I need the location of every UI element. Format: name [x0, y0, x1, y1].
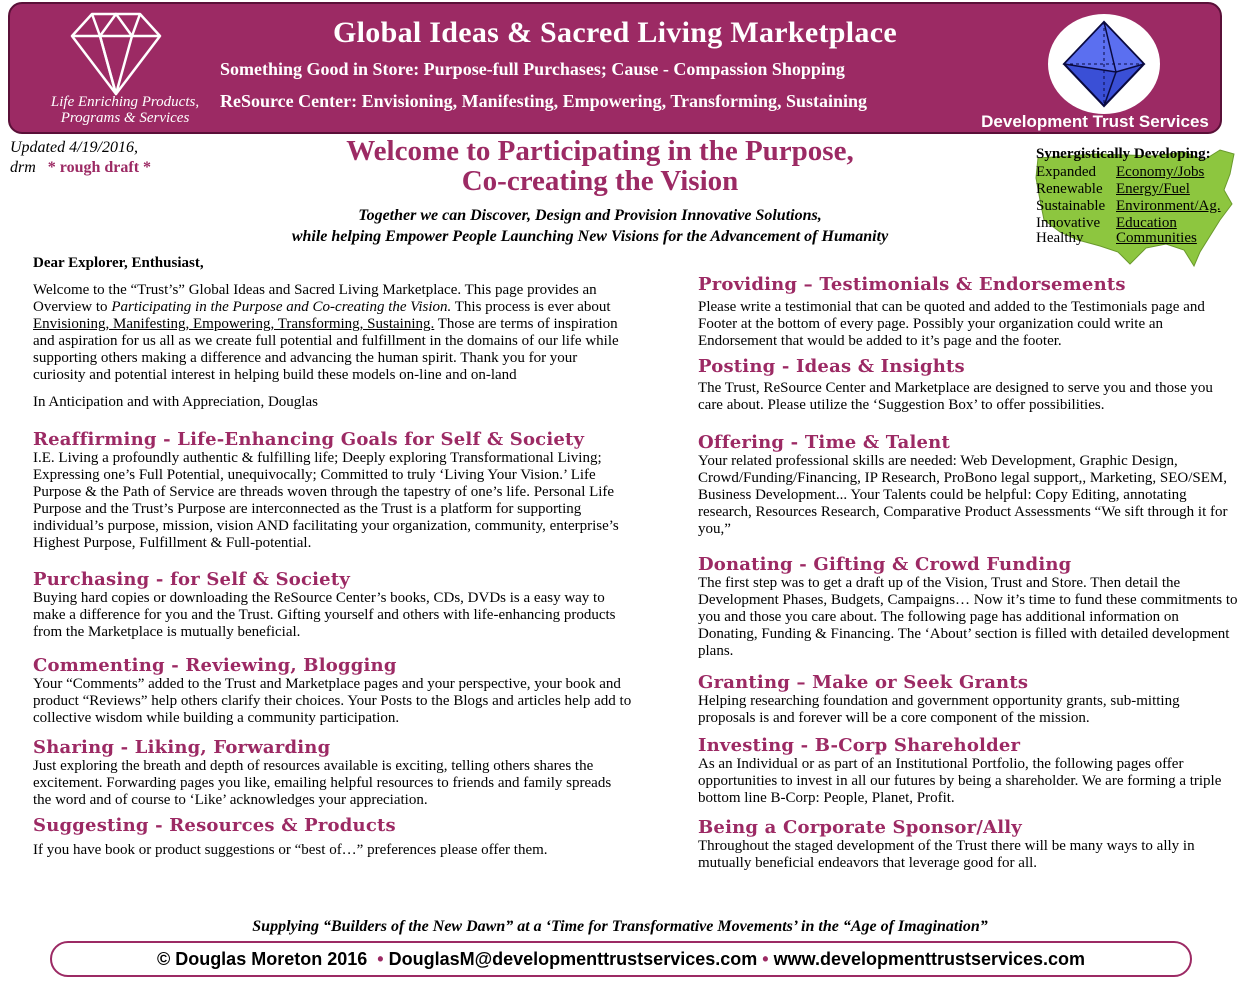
intro-paragraph: Welcome to the “Trust’s” Global Ideas and Sacred Living Marketplace. This page provides an Overview to Participating in the Purpose and Co-creating the Vision. This process is ever about Envisioning, Manifesting, Empowering, Transforming, Sustaining. Those are terms of inspiration and aspiration for us all as we create full potential and fulfillment in the domains of our life while supporting others making a difference and advancing the human spirit. Thank you for your curiosity and potential interest in helping build these models on-line and on-land [33, 282, 619, 383]
draft-label: * rough draft * [47, 159, 152, 176]
section-body: The first step was to get a draft up of the Vision, Trust and Store. Then detail the Development Phases, Budgets, Campaigns… Now it’s time to fund these commitments to you and those you care about. The following page has additional information on Donating, Funding & Financing. The ‘About’ section is filled with detailed development plans. [698, 575, 1238, 659]
section-heading: Being a Corporate Sponsor/Ally [698, 817, 1022, 838]
header-subtitle-resource: ReSource Center: Envisioning, Manifesting, Empowering, Transforming, Sustaining [220, 91, 868, 111]
section-body: If you have book or product suggestions or “best of…” preferences please offer them. [33, 842, 548, 858]
section-heading: Providing – Testimonials & Endorsements [698, 274, 1126, 295]
synergy-row: Healthy Communities [1036, 230, 1197, 246]
section-heading: Granting – Make or Seek Grants [698, 672, 1029, 693]
section-heading: Posting - Ideas & Insights [698, 356, 965, 377]
section-heading: Offering - Time & Talent [698, 432, 950, 453]
page-title: Welcome to Participating in the Purpose, Co-creating the Vision [346, 135, 854, 197]
section-heading: Suggesting - Resources & Products [33, 815, 396, 836]
header-banner [8, 2, 1222, 134]
left-column [33, 255, 633, 859]
mission-statement: Together we can Discover, Design and Provision Innovative Solutions, while helping Empower People Launching New Visions for the Advancement of Humanity [291, 207, 889, 245]
synergy-title: Synergistically Developing: [1036, 146, 1211, 162]
octahedron-logo [1048, 14, 1160, 114]
synergy-map [1034, 140, 1238, 272]
separator: • [762, 949, 769, 969]
org-name: Development Trust Services [981, 112, 1209, 131]
section-body: Your “Comments” added to the Trust and Marketplace pages and your perspective, your book and product “Reviews” help others clarify their choices. Your Posts to the Blogs and articles help add to collective wisdom while building a community participation. [33, 676, 632, 726]
site-title: Global Ideas & Sacred Living Marketplace [333, 16, 897, 49]
section-heading: Sharing - Liking, Forwarding [33, 737, 331, 758]
section-body: As an Individual or as part of an Institutional Portfolio, the following pages offer opportunities to invest in all our futures by being a shareholder. We are forming a triple bottom line B-Corp: People, Planet, Profit. [698, 756, 1222, 806]
right-column [698, 274, 1238, 872]
separator: • [377, 949, 384, 969]
synergy-row: Innovative Education [1036, 215, 1177, 231]
section-heading: Commenting - Reviewing, Blogging [33, 655, 397, 676]
section-heading: Donating - Gifting & Crowd Funding [698, 554, 1072, 575]
section-body: The Trust, ReSource Center and Marketplace are designed to serve you and those you care about. Please utilize the ‘Suggestion Box’ to offer possibilities. [698, 380, 1213, 413]
synergy-row: Sustainable Environment/Ag. [1036, 198, 1221, 214]
footer-tagline: Supplying “Builders of the New Dawn” at a ‘Time for Transformative Movements’ in the “Age of Imagination” [252, 918, 988, 935]
diamond-icon [70, 10, 162, 96]
signoff: In Anticipation and with Appreciation, Douglas [33, 394, 318, 410]
section-body: Just exploring the breath and depth of resources available is exciting, telling others shares the excitement. Forwarding pages you like, emailing helpful resources to friends and family spreads the word and of course to ‘Like’ acknowledges your appreciation. [33, 758, 612, 808]
section-body: I.E. Living a profoundly authentic & fulfilling life; Deeply exploring Transformational Living; Expressing one’s Full Potential, unequivocally; Committed to truly ‘Living Your Vision.’ Life Purpose & the Path of Service are threads woven through the tapestry of one’s life. Personal Life Purpose and the Trust’s Purpose are interconnected as the Trust is a platform for supporting individual’s purpose, mission, vision AND facilitating your organization, community, enterprise’s Highest Purpose, Fulfillment & Full-potential. [33, 450, 619, 551]
footer-email-link[interactable]: DouglasM@developmenttrustservices.com [388, 949, 758, 969]
section-body: Throughout the staged development of the Trust there will be many ways to ally in mutually beneficial endeavors that leverage good for all. [698, 838, 1195, 871]
octahedron-icon [1058, 18, 1150, 110]
synergy-row: Renewable Energy/Fuel [1036, 181, 1190, 197]
section-body: Buying hard copies or downloading the ReSource Center’s books, CDs, DVDs is a easy way to make a difference for you and the Trust. Gifting yourself and others with life-enhancing products from the Marketplace is mutually beneficial. [33, 590, 616, 640]
section-heading: Reaffirming - Life-Enhancing Goals for Self & Society [33, 429, 585, 450]
footer-contact [50, 941, 1192, 977]
section-body: Helping researching foundation and government opportunity grants, sub-mitting proposals is and forever will be a core component of the mission. [698, 693, 1180, 726]
header-subtitle-store: Something Good in Store: Purpose-full Purchases; Cause - Compassion Shopping [220, 59, 845, 79]
copyright: © Douglas Moreton 2016 [156, 949, 368, 969]
section-heading: Investing - B-Corp Shareholder [698, 735, 1021, 756]
update-note: Updated 4/19/2016, drm * rough draft * [10, 139, 152, 176]
section-heading: Purchasing - for Self & Society [33, 569, 351, 590]
section-body: Please write a testimonial that can be quoted and added to the Testimonials page and Footer at the bottom of every page. Possibly your organization could write an Endorsement that would be added to it’s page and the footer. [698, 299, 1205, 349]
tagline-left: Life Enriching Products, Programs & Services [50, 94, 200, 126]
synergy-row: Expanded Economy/Jobs [1036, 164, 1205, 180]
section-body: Your related professional skills are needed: Web Development, Graphic Design, Crowd/Funding/Financing, IP Research, ProBono legal support,, Marketing, SEO/SEM, Business Development... Your Talents could be helpful: Copy Editing, annotating research, Resources Research, Comparative Product Assessments “We sift through it for you,” [698, 453, 1228, 537]
footer-website-link[interactable]: www.developmenttrustservices.com [773, 949, 1086, 969]
greeting: Dear Explorer, Enthusiast, [33, 255, 204, 271]
